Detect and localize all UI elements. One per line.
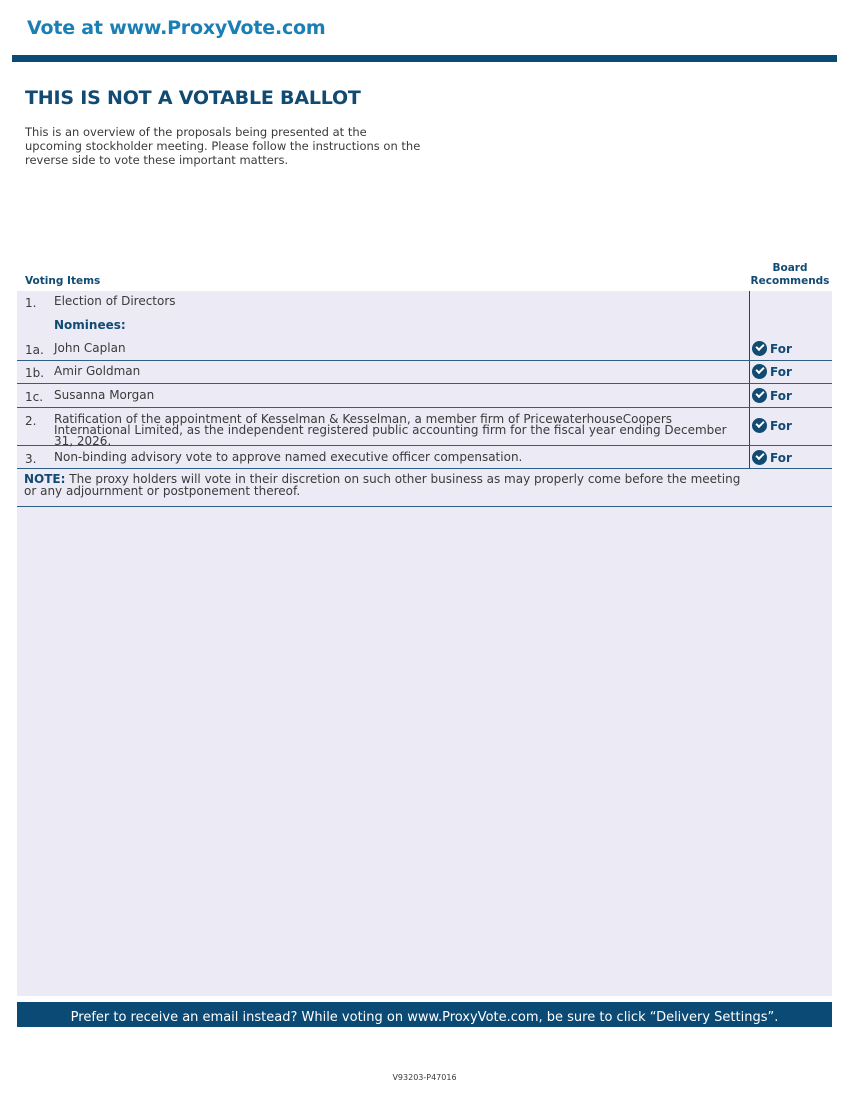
voting-item-row <box>17 408 832 446</box>
check-circle-icon <box>752 364 767 379</box>
item-number: 3. <box>25 452 37 466</box>
recommendation-label: For <box>770 450 792 465</box>
recommendation <box>752 450 832 465</box>
check-circle-icon <box>752 418 767 433</box>
recommendation-label: For <box>770 418 792 433</box>
item-text: John Caplan <box>54 341 126 355</box>
item-number: 1b. <box>25 366 45 380</box>
recommendation <box>752 341 832 356</box>
item-number: 1c. <box>25 390 44 404</box>
item-text: Amir Goldman <box>54 364 141 378</box>
recommendation <box>752 364 832 379</box>
page-title: THIS IS NOT A VOTABLE BALLOT <box>25 87 361 109</box>
item-number: 1a. <box>25 343 44 357</box>
item-text: Ratification of the appointment of Kesselman & Kesselman, a member firm of PricewaterhouseCoopers International Limited, as the independent registered public accounting firm for the fiscal year ending December 31, 2026. <box>54 412 727 448</box>
item-text: Susanna Morgan <box>54 388 155 402</box>
note-rule <box>17 506 832 507</box>
recommendation-label: For <box>770 364 792 379</box>
recommendation-label: For <box>770 341 792 356</box>
note-text <box>24 474 754 497</box>
recommendation <box>752 388 832 403</box>
header-rule <box>12 55 837 62</box>
note-label: NOTE: <box>24 472 66 486</box>
email-delivery-banner: Prefer to receive an email instead? While voting on www.ProxyVote.com, be sure to click “Delivery Settings”. <box>17 1002 832 1027</box>
nominees-label-row <box>17 320 832 338</box>
voting-item-row <box>17 361 832 384</box>
item-text: Non-binding advisory vote to approve named executive officer compensation. <box>54 450 523 464</box>
voting-item-row <box>17 339 832 361</box>
note-body: The proxy holders will vote in their discretion on such other business as may properly come before the meeting or any adjournment or postponement thereof. <box>24 472 741 498</box>
item-number: 2. <box>25 414 37 428</box>
check-circle-icon <box>752 388 767 403</box>
intro-text: This is an overview of the proposals being presented at the upcoming stockholder meeting. Please follow the instructions on the reverse side to vote these important matters. <box>25 125 421 167</box>
check-circle-icon <box>752 341 767 356</box>
document-code: V93203-P47016 <box>392 1073 457 1082</box>
voting-item-row <box>17 296 832 314</box>
item-text: Election of Directors <box>54 294 176 308</box>
check-circle-icon <box>752 450 767 465</box>
recommendation-label: For <box>770 388 792 403</box>
recommendation <box>752 418 832 433</box>
item-number: 1. <box>25 296 37 310</box>
voting-item-row <box>17 446 832 469</box>
board-recommends-header: Board Recommends <box>750 262 830 287</box>
proxyvote-link[interactable]: Vote at www.ProxyVote.com <box>27 17 326 39</box>
nominees-label: Nominees: <box>54 318 126 332</box>
voting-item-row <box>17 384 832 408</box>
voting-items-header: Voting Items <box>25 275 101 287</box>
